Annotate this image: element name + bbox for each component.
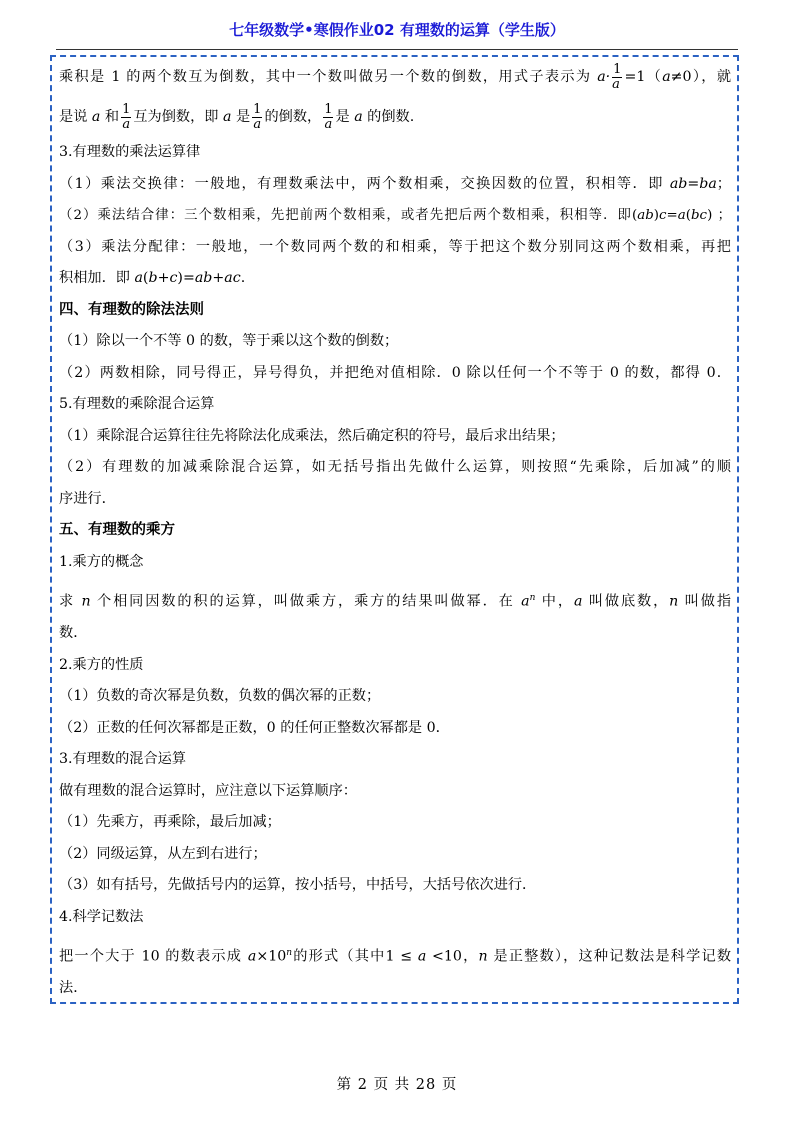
text-line xyxy=(59,578,731,618)
section-subheading: 2.乘方的性质 xyxy=(59,656,144,673)
math-var: ba xyxy=(699,175,717,192)
math-var: n xyxy=(669,593,679,610)
content-text xyxy=(59,57,731,1005)
text-line: 数． xyxy=(59,625,88,641)
text-line: （1）除以一个不等 0 的数，等于乘以这个数的倒数； xyxy=(59,333,399,349)
fraction xyxy=(252,103,262,131)
text-run: <10， xyxy=(426,948,479,965)
math-var: n xyxy=(81,593,91,610)
math-var: a xyxy=(222,109,232,125)
text-run: ( xyxy=(685,208,691,223)
math-var: ab xyxy=(194,270,213,286)
text-line: （1）负数的奇次幂是负数，负数的偶次幂的正数； xyxy=(59,688,381,704)
text-line: 做有理数的混合运算时，应注意以下运算顺序： xyxy=(59,782,357,799)
text-run: = xyxy=(687,175,700,192)
text-run: = xyxy=(666,208,678,223)
text-line: （2）正数的任何次幂都是正数，0 的任何正整数次幂都是 0． xyxy=(59,719,450,736)
text-run: . xyxy=(240,270,246,286)
text-run: 乘积是 1 的两个数互为倒数，其中一个数叫做另一个数的倒数，用式子表示为 xyxy=(59,69,598,85)
text-run: ≠0），就 xyxy=(670,69,732,85)
math-var: c xyxy=(169,270,178,286)
text-line: 法． xyxy=(59,980,88,996)
math-var: n xyxy=(478,948,488,965)
section-subheading: 3.有理数的混合运算 xyxy=(59,751,187,767)
math-var: a xyxy=(573,593,583,610)
fraction xyxy=(121,103,131,131)
math-var: ab xyxy=(637,208,654,223)
text-run: 的倒数. xyxy=(362,109,415,125)
text-run: 积相加．即 xyxy=(59,270,135,286)
text-run: 叫做底数， xyxy=(582,593,670,610)
text-run: 叫做指 xyxy=(678,593,732,610)
text-line: （1）先乘方，再乘除，最后加减； xyxy=(59,814,281,830)
math-exponent: n xyxy=(529,593,536,603)
text-run: 个相同因数的积的运算，叫做乘方，乘方的结果叫做幂．在 xyxy=(90,593,522,610)
text-run: 的倒数， xyxy=(264,109,322,125)
math-var: a xyxy=(662,69,671,85)
fraction-denominator: a xyxy=(612,76,620,92)
math-var: a xyxy=(521,593,530,610)
text-run: ×10 xyxy=(256,948,287,965)
text-run: ； xyxy=(716,175,731,192)
math-var: a· xyxy=(597,69,611,85)
math-var: a xyxy=(354,109,363,125)
fraction-numerator: 1 xyxy=(122,101,131,117)
fraction-numerator: 1 xyxy=(253,101,262,117)
content-box xyxy=(50,55,739,1004)
text-line xyxy=(59,57,731,97)
math-var: a xyxy=(91,109,101,125)
text-run: 中， xyxy=(535,593,574,610)
section-subheading: 3.有理数的乘法运算律 xyxy=(59,144,201,160)
text-line: （3）如有括号，先做括号内的运算，按小括号，中括号，大括号依次进行． xyxy=(59,877,537,893)
text-run: （1）乘法交换律：一般地，有理数乘法中，两个数相乘，交换因数的位置，积相等．即 xyxy=(59,175,670,192)
math-var: ac xyxy=(224,270,241,286)
fraction-denominator: a xyxy=(324,116,333,132)
section-subheading: 4.科学记数法 xyxy=(59,908,144,925)
text-run: ( xyxy=(142,270,149,286)
math-var: bc xyxy=(690,208,708,223)
math-var: a xyxy=(247,948,257,965)
page-header-title: 七年级数学•寒假作业02 有理数的运算（学生版） xyxy=(229,21,565,39)
fraction-denominator: a xyxy=(253,116,262,132)
text-line xyxy=(59,933,731,973)
fraction-denominator: a xyxy=(122,116,131,132)
text-run: 是说 xyxy=(59,109,92,125)
math-exponent: n xyxy=(286,948,293,958)
text-run: =1（ xyxy=(624,69,663,85)
text-line: 序进行． xyxy=(59,490,116,507)
text-run: （2）乘法结合律：三个数相乘，先把前两个数相乘，或者先把后两个数相乘，积相等．即( xyxy=(59,208,638,223)
fraction-numerator: 1 xyxy=(613,61,622,77)
math-var: a xyxy=(134,270,143,286)
text-run: 是 xyxy=(231,109,251,125)
fraction xyxy=(323,103,333,131)
section-heading: 五、有理数的乘方 xyxy=(59,522,175,538)
text-run: 和 xyxy=(100,109,120,125)
fraction-numerator: 1 xyxy=(324,101,333,117)
text-line xyxy=(59,200,731,232)
text-run: 互为倒数，即 xyxy=(133,109,223,125)
section-subheading: 5.有理数的乘除混合运算 xyxy=(59,396,215,412)
text-run: 是正整数），这种记数法是科学记数 xyxy=(487,948,732,965)
text-line: （2）同级运算，从左到右进行； xyxy=(59,845,267,862)
math-var: b xyxy=(148,270,158,286)
text-run: + xyxy=(212,270,225,286)
math-var: a xyxy=(417,948,427,965)
math-var: a xyxy=(677,208,686,223)
text-run: ) xyxy=(653,208,660,223)
text-run: 把一个大于 10 的数表示成 xyxy=(59,948,248,965)
text-line: （1）乘除混合运算往往先将除法化成乘法，然后确定积的符号，最后求出结果； xyxy=(59,427,565,444)
header-divider xyxy=(56,49,738,50)
text-run: )= xyxy=(177,270,195,286)
math-var: c xyxy=(659,208,667,223)
page-number: 第 2 页 共 28 页 xyxy=(336,1077,458,1093)
text-line xyxy=(59,169,731,201)
text-line: （2）有理数的加减乘除混合运算，如无括号指出先做什么运算，则按照“先乘除，后加减”的顺 xyxy=(59,459,731,475)
text-run: 求 xyxy=(59,593,82,610)
text-run: + xyxy=(157,270,170,286)
text-line: （3）乘法分配律：一般地，一个数同两个数的和相乘，等于把这个数分别同这两个数相乘，再把 xyxy=(59,238,731,255)
fraction xyxy=(612,63,622,91)
text-run: 的形式（其中1 ≤ xyxy=(292,948,418,965)
text-run: ) ； xyxy=(707,208,731,223)
section-heading: 四、有理数的除法法则 xyxy=(59,301,204,318)
math-var: ab xyxy=(669,175,688,192)
text-line xyxy=(59,263,731,295)
section-subheading: 1.乘方的概念 xyxy=(59,553,144,570)
text-line: （2）两数相除，同号得正，异号得负，并把绝对值相除．0 除以任何一个不等于 0 的数，都得 0． xyxy=(59,364,731,381)
text-line xyxy=(59,97,731,137)
text-run: 是 xyxy=(335,109,355,125)
